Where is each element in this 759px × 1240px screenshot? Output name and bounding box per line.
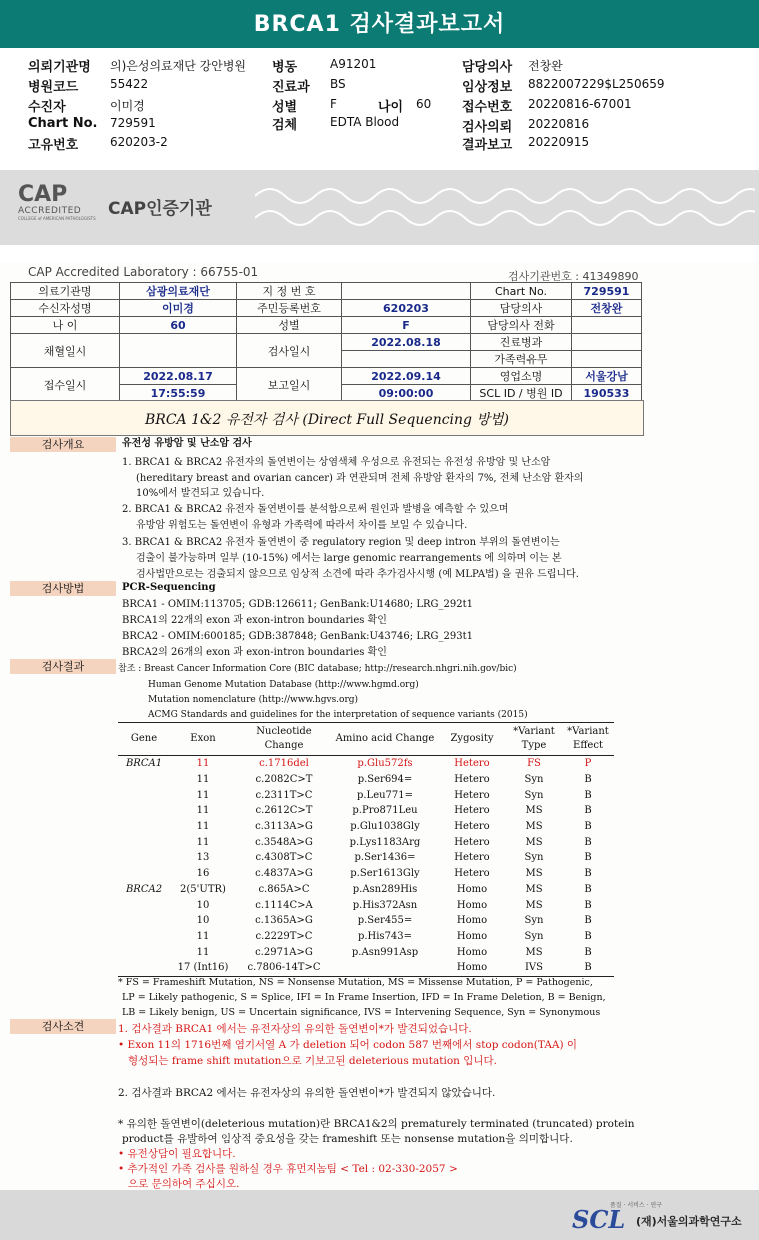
info-cell: 주민등록번호	[237, 300, 342, 317]
info-cell	[342, 351, 471, 368]
info-cell: 60	[120, 317, 237, 334]
variant-cell: Syn	[524, 789, 544, 801]
info-cell: 담당의사 전화	[471, 317, 572, 334]
section-title: BRCA 1&2 유전자 검사 (Direct Full Sequencing 방법)	[145, 412, 509, 428]
conclusion-line: 으로 문의하여 주십시오.	[128, 1178, 240, 1190]
variant-cell	[118, 850, 170, 866]
variant-cell: p.Pro871Leu	[352, 805, 418, 817]
conclusion-line: • 추가적인 가족 검사를 원하실 경우 휴먼지놈팀 < Tel : 02-330-2057 >	[118, 1163, 458, 1175]
variant-row	[118, 929, 614, 945]
info-cell: 2022.09.14	[342, 368, 471, 385]
variant-cell	[118, 834, 170, 850]
footnote-line: LP = Likely pathogenic, S = Splice, IFI = In Frame Insertion, IFD = In Frame Deletion, B = Benign,	[122, 992, 606, 1003]
request-value: 20220816	[528, 117, 590, 131]
overview-line: 검출이 불가능하며 일부 (10-15%) 에서는 large genomic rearrangements 에 의하며 이는 본	[136, 553, 562, 564]
clinical-value: 8822007229$L250659	[528, 77, 665, 91]
variant-cell: B	[584, 899, 592, 911]
info-cell: 담당의사	[471, 300, 572, 317]
conclusion-line: * 유의한 돌연변이(deleterious mutation)란 BRCA1&2의 prematurely terminated (truncated) protein	[118, 1118, 635, 1130]
ward-label: 병동	[272, 60, 298, 75]
variant-row	[118, 819, 614, 835]
overview-line: 10%에서 발견되고 있습니다.	[136, 488, 265, 499]
info-cell: 영업소명	[471, 368, 572, 385]
reference-line: 참조 : Breast Cancer Information Core (BIC database; http://research.nhgri.nih.gov/bic)	[118, 664, 517, 674]
info-cell: 보고일시	[237, 368, 342, 402]
variant-cell: p.Ser455=	[357, 915, 413, 927]
info-cell: 채혈일시	[11, 334, 120, 368]
variant-cell: 13	[196, 852, 210, 864]
variant-cell: Homo	[456, 946, 488, 958]
variant-cell: Hetero	[454, 836, 490, 848]
overview-line: 유방암 위험도는 돌연변이 유형과 가족력에 따라서 차이를 보일 수 있습니다.	[136, 520, 468, 531]
receipt-value: 20220816-67001	[528, 97, 632, 111]
method-line: BRCA2 - OMIM:600185; GDB:387848; GenBank:U43746; LRG_293t1	[122, 631, 473, 642]
variant-cell: p.His743=	[357, 930, 413, 942]
scl-name: (재)서울의과학연구소	[636, 1215, 742, 1228]
variant-cell: c.4308T>C	[255, 852, 313, 864]
reference-line: Human Genome Mutation Database (http://www.hgmd.org)	[148, 680, 419, 690]
patient-info-table	[10, 282, 642, 402]
info-cell: 190533	[572, 385, 642, 402]
doctor-value: 전창완	[528, 59, 563, 73]
section-title-box	[10, 400, 644, 436]
info-cell: 접수일시	[11, 368, 120, 402]
info-cell: 성별	[237, 317, 342, 334]
col-header: *Variant Type	[506, 723, 562, 756]
variant-cell: B	[584, 805, 592, 817]
variant-row	[118, 882, 614, 898]
report-date-label: 결과보고	[462, 138, 513, 153]
variant-cell: 16	[196, 868, 210, 880]
info-cell: F	[342, 317, 471, 334]
conclusion-line: 1. 검사결과 BRCA1 에서는 유전자상의 유의한 돌연변이*가 발견되었습니다.	[118, 1023, 472, 1035]
info-cell: 서울강남	[572, 368, 642, 385]
unique-label: 고유번호	[28, 138, 79, 153]
variant-cell: p.Glu1038Gly	[350, 821, 420, 833]
variant-cell: p.Glu572fs	[357, 758, 413, 770]
decorative-pattern	[255, 174, 755, 241]
variant-cell: c.2612C>T	[255, 805, 313, 817]
variant-cell: 11	[196, 758, 210, 770]
clinical-label: 임상정보	[462, 80, 513, 95]
variant-cell: 11	[196, 946, 210, 958]
variant-cell: p.Asn289His	[352, 883, 418, 895]
variant-cell: Homo	[456, 930, 488, 942]
variant-cell: 10	[196, 899, 210, 911]
variant-table	[118, 722, 614, 977]
reference-line: Mutation nomenclature (http://www.hgvs.org)	[148, 695, 359, 705]
variant-cell: c.2311T>C	[255, 789, 313, 801]
variant-cell	[118, 929, 170, 945]
variant-cell: B	[584, 774, 592, 786]
col-header: Gene	[118, 723, 170, 756]
method-line: BRCA2의 26개의 exon 과 exon-intron boundaries 확인	[122, 647, 387, 658]
info-cell: 검사일시	[237, 334, 342, 368]
info-cell: 가족력유무	[471, 351, 572, 368]
info-cell: 729591	[572, 283, 642, 300]
info-cell: 삼광의료재단	[120, 283, 237, 300]
cap-accredited-line: CAP Accredited Laboratory : 66755-01	[28, 265, 259, 279]
method-line: BRCA1의 22개의 exon 과 exon-intron boundaries 확인	[122, 615, 387, 626]
variant-cell: Homo	[456, 915, 488, 927]
variant-cell: c.2082C>T	[255, 774, 313, 786]
col-header: *Variant Effect	[562, 723, 614, 756]
variant-cell: B	[584, 946, 592, 958]
footnote-line: * FS = Frameshift Mutation, NS = Nonsense Mutation, MS = Missense Mutation, P = Pathogenic,	[118, 977, 593, 988]
variant-cell: B	[584, 852, 592, 864]
info-cell	[342, 283, 471, 300]
variant-cell	[118, 866, 170, 882]
footnote-line: LB = Likely benign, US = Uncertain significance, IVS = Intervening Sequence, Syn = Synonymous	[122, 1007, 601, 1018]
variant-cell: MS	[525, 883, 543, 895]
overview-label: 검사개요	[10, 437, 116, 452]
col-header: Nucleotide Change	[236, 723, 332, 756]
variant-cell: B	[584, 789, 592, 801]
info-cell: 전창완	[572, 300, 642, 317]
patient-header	[0, 52, 759, 152]
variant-row	[118, 944, 614, 960]
variant-cell: p.Asn991Asp	[351, 946, 419, 958]
receipt-label: 접수번호	[462, 100, 513, 115]
hospital-code-value: 55422	[110, 77, 149, 91]
variant-cell: p.His372Asn	[352, 899, 418, 911]
age-value: 60	[416, 97, 432, 111]
variant-row	[118, 866, 614, 882]
footer-tagline: 품질 · 서비스 · 연구	[610, 1202, 663, 1209]
variant-cell: 11	[196, 930, 210, 942]
overview-line: 3. BRCA1 & BRCA2 유전자 돌연변이 중 regulatory region 및 deep intron 부위의 돌연변이는	[122, 537, 560, 548]
variant-cell: BRCA1	[125, 758, 163, 770]
variant-cell: P	[584, 758, 592, 770]
info-cell: 수신자성명	[11, 300, 120, 317]
agency-number: 검사기관번호 : 41349890	[508, 270, 639, 283]
variant-cell: c.1365A>G	[255, 915, 313, 927]
dept-value: BS	[330, 77, 346, 91]
ward-value: A91201	[330, 57, 377, 71]
variant-cell: Homo	[456, 883, 488, 895]
info-cell: 진료병과	[471, 334, 572, 351]
chart-value: 729591	[110, 116, 156, 130]
result-label: 검사결과	[10, 659, 116, 674]
variant-cell: B	[584, 915, 592, 927]
variant-cell: Hetero	[454, 852, 490, 864]
sex-value: F	[330, 97, 337, 111]
variant-cell: B	[562, 960, 614, 976]
variant-cell: Syn	[524, 774, 544, 786]
conclusion-label: 검사소견	[10, 1019, 116, 1034]
report-date-value: 20220915	[528, 135, 590, 149]
variant-cell	[332, 960, 438, 976]
variant-cell	[118, 960, 170, 976]
variant-row	[118, 803, 614, 819]
variant-row	[118, 897, 614, 913]
method-heading: PCR-Sequencing	[122, 582, 216, 593]
variant-cell: c.3113A>G	[255, 821, 313, 833]
variant-cell: c.1114C>A	[255, 899, 313, 911]
info-cell	[120, 334, 237, 368]
variant-row	[118, 772, 614, 788]
cap-logo-small: COLLEGE of AMERICAN PATHOLOGISTS	[18, 216, 96, 221]
variant-row	[118, 913, 614, 929]
variant-cell: Hetero	[454, 821, 490, 833]
variant-cell: MS	[525, 868, 543, 880]
cap-certified-text: CAP인증기관	[108, 199, 212, 219]
variant-cell: c.865A>C	[258, 883, 310, 895]
info-cell: SCL ID / 병원 ID	[471, 385, 572, 402]
info-cell: 의료기관명	[11, 283, 120, 300]
variant-cell: 11	[196, 789, 210, 801]
variant-row	[118, 756, 614, 772]
variant-cell	[118, 787, 170, 803]
variant-cell: 11	[196, 805, 210, 817]
variant-cell	[118, 819, 170, 835]
variant-cell	[118, 913, 170, 929]
variant-cell: c.4837A>G	[255, 868, 313, 880]
hospital-code-label: 병원코드	[28, 80, 79, 95]
cap-logo-main: CAP	[18, 182, 68, 207]
conclusion-line: • Exon 11의 1716번째 염기서열 A 가 deletion 되어 codon 587 번째에서 stop codon(TAA) 이	[118, 1039, 578, 1051]
info-cell: Chart No.	[471, 283, 572, 300]
variant-cell: p.Lys1183Arg	[349, 836, 421, 848]
institution-label: 의뢰기관명	[28, 60, 91, 75]
variant-cell: c.1716del	[259, 758, 309, 770]
overview-heading: 유전성 유방암 및 난소암 검사	[122, 438, 252, 449]
variant-cell: Homo	[456, 899, 488, 911]
variant-cell: Syn	[524, 852, 544, 864]
institution-value: 의)은성의료재단 강안병원	[110, 59, 247, 73]
conclusion-line: 2. 검사결과 BRCA2 에서는 유전자상의 유의한 돌연변이*가 발견되지 않았습니다.	[118, 1087, 496, 1099]
method-label: 검사방법	[10, 581, 116, 596]
variant-cell: BRCA2	[125, 883, 163, 895]
col-header: Exon	[170, 723, 236, 756]
info-cell: 2022.08.17	[120, 368, 237, 385]
info-cell	[572, 317, 642, 334]
variant-cell	[118, 772, 170, 788]
overview-line: (hereditary breast and ovarian cancer) 과 연관되며 전체 유방암 환자의 7%, 전체 난소암 환자의	[136, 473, 584, 484]
specimen-label: 검체	[272, 118, 298, 133]
info-cell	[572, 334, 642, 351]
variant-cell: Hetero	[454, 868, 490, 880]
variant-cell: MS	[525, 836, 543, 848]
variant-cell: B	[584, 868, 592, 880]
cap-logo-sub: ACCREDITED	[18, 206, 82, 216]
variant-cell: MS	[525, 946, 543, 958]
variant-cell: Syn	[524, 915, 544, 927]
variant-cell	[118, 944, 170, 960]
info-cell: 09:00:00	[342, 385, 471, 402]
variant-cell: p.Leu771=	[356, 789, 414, 801]
variant-cell: IVS	[506, 960, 562, 976]
variant-cell: p.Ser1436=	[354, 852, 416, 864]
request-label: 검사의뢰	[462, 120, 513, 135]
variant-cell: c.2971A>G	[255, 946, 313, 958]
col-header: Zygosity	[438, 723, 506, 756]
reference-line: ACMG Standards and guidelines for the interpretation of sequence variants (2015)	[148, 710, 528, 720]
variant-cell: Homo	[438, 960, 506, 976]
overview-line: 2. BRCA1 & BRCA2 유전자 돌연변이를 분석함으로써 원인과 발병을 예측할 수 있으며	[122, 504, 509, 515]
info-cell: 지 정 번 호	[237, 283, 342, 300]
cap-banner	[0, 170, 759, 245]
variant-cell: 10	[196, 915, 210, 927]
doctor-label: 담당의사	[462, 60, 513, 75]
variant-cell: B	[584, 883, 592, 895]
variant-cell: 11	[196, 836, 210, 848]
variant-cell: 11	[196, 774, 210, 786]
variant-row	[118, 850, 614, 866]
method-line: BRCA1 - OMIM:113705; GDB:126611; GenBank:U14680; LRG_292t1	[122, 599, 473, 610]
info-cell: 나 이	[11, 317, 120, 334]
variant-row	[118, 960, 614, 976]
conclusion-line: product를 유발하여 임상적 중요성을 갖는 frameshift 또는 nonsense mutation을 의미합니다.	[122, 1133, 573, 1145]
variant-cell: p.Ser694=	[357, 774, 413, 786]
unique-value: 620203-2	[110, 135, 168, 149]
variant-cell: 11	[196, 821, 210, 833]
variant-cell: B	[584, 821, 592, 833]
variant-cell: MS	[525, 805, 543, 817]
variant-row	[118, 834, 614, 850]
report-title: BRCA1 검사결과보고서	[0, 0, 759, 48]
variant-cell: p.Ser1613Gly	[350, 868, 420, 880]
cap-logo	[18, 184, 98, 234]
info-cell: 이미경	[120, 300, 237, 317]
info-cell: 17:55:59	[120, 385, 237, 402]
sex-label: 성별	[272, 100, 298, 115]
variant-cell: B	[584, 836, 592, 848]
info-cell: 2022.08.18	[342, 334, 471, 351]
patient-value: 이미경	[110, 99, 145, 113]
variant-cell: MS	[525, 899, 543, 911]
conclusion-line: 형성되는 frame shift mutation으로 기보고된 deleterious mutation 입니다.	[128, 1055, 498, 1067]
variant-row	[118, 787, 614, 803]
col-header: Amino acid Change	[332, 723, 438, 756]
specimen-value: EDTA Blood	[330, 115, 400, 129]
conclusion-line: • 유전상담이 필요합니다.	[118, 1148, 236, 1160]
variant-cell: MS	[525, 821, 543, 833]
variant-cell: c.2229T>C	[255, 930, 313, 942]
patient-label: 수진자	[28, 100, 66, 115]
variant-cell: Hetero	[454, 789, 490, 801]
variant-cell: Hetero	[454, 805, 490, 817]
variant-cell: c.7806-14T>C	[236, 960, 332, 976]
variant-cell: 2(5'UTR)	[180, 883, 226, 895]
variant-cell	[118, 803, 170, 819]
age-label: 나이	[378, 100, 404, 115]
info-cell: 620203	[342, 300, 471, 317]
dept-label: 진료과	[272, 80, 310, 95]
chart-label: Chart No.	[28, 116, 98, 131]
info-cell	[572, 351, 642, 368]
overview-line: 1. BRCA1 & BRCA2 유전자의 돌연변이는 상염색체 우성으로 유전되는 유전성 유방암 및 난소암	[122, 457, 551, 468]
scl-logo: SCL	[572, 1205, 626, 1234]
variant-cell: FS	[527, 758, 541, 770]
variant-cell: 17 (Int16)	[170, 960, 236, 976]
variant-cell	[118, 897, 170, 913]
variant-cell: Syn	[524, 930, 544, 942]
overview-line: 검사법만으로는 검출되지 않으므로 임상적 소견에 따라 추가검사시행 (예 MLPA법) 을 권유 드립니다.	[136, 569, 579, 580]
variant-cell: c.3548A>G	[255, 836, 313, 848]
variant-cell: Hetero	[454, 774, 490, 786]
variant-cell: B	[584, 930, 592, 942]
variant-cell: Hetero	[454, 758, 490, 770]
